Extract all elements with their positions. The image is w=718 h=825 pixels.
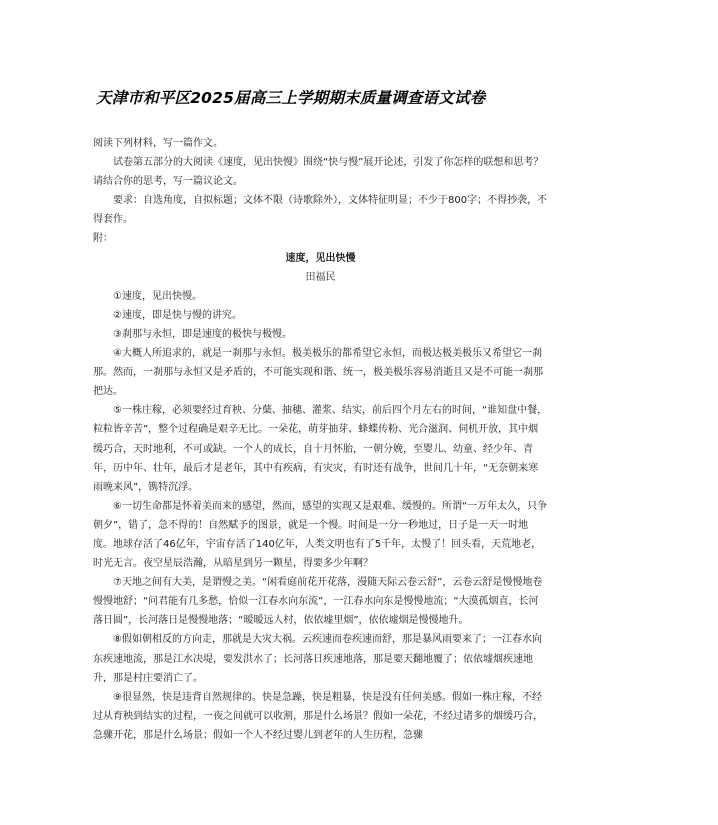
appendix-label: 附： — [93, 233, 113, 245]
article-paragraph: ⑧假如朝相反的方向走，那就是大灾大祸。云疾速而卷疾速而舒，那是暴风雨要来了；一江春水向东疾速地流，那是江水决堤，要发洪水了；长河落日疾速地落，那是要天翻地覆了；依依墟烟疾速地升，那是村庄要消亡了。 — [93, 634, 542, 684]
requirements-paragraph: 要求：自选角度，自拟标题；文体不限（诗歌除外），文体特征明显；不少于800字；不得抄袭，不得套作。 — [93, 195, 548, 226]
article-paragraph: ③刹那与永恒，即是速度的极快与极慢。 — [113, 328, 292, 340]
article-paragraph: ⑦天地之间有大美，是谓慢之美。“闲看庭前花开花落，漫随天际云卷云舒”，云卷云舒是慢慢地卷慢慢地舒；“问君能有几多愁，恰似一江春水向东流”，一江春水向东是慢慢地流；“大漠孤烟直，长河落日圆”，长河落日是慢慢地落；“暧暧远人村，依依墟里烟”，依依墟烟是慢慢地升。 — [93, 577, 543, 627]
document-title: 天津市和平区2025届高三上学期期末质量调查语文试卷 — [96, 89, 486, 107]
article-paragraph: ①速度，见出快慢。 — [113, 290, 202, 302]
article-author: 田福民 — [305, 271, 336, 283]
article-paragraph: ⑤一株庄稼，必须要经过育秧、分蘖、抽穗、灌浆、结实，前后四个月左右的时间，“谁知盘中餐，粒粒皆辛苦”，整个过程确是艰辛无比。一朵花，萌芽抽芽、蜂蝶传粉、光合滋润、伺机开放，其中烟缓巧合，天时地利，不可或缺。一个人的成长，自十月怀胎，一朝分娩，至婴儿、幼童、经少年、青年，历中年、壮年，最后才是老年，其中有疾病，有灾灾，有时还有战争，世间几十年，“无奈朝来寒雨晚来风”，镌特沉浮。 — [93, 405, 548, 493]
article-title: 速度，见出快慢 — [285, 252, 356, 264]
instruction-line: 阅读下列材料，写一篇作文。 — [93, 138, 223, 149]
article-paragraph: ⑨很显然，快是违背自然规律的。快是急躁，快是粗暴，快是没有任何美感。假如一株庄稼，不经过从育秧到结实的过程，一夜之间就可以收割，那是什么场景？假如一朵花，不经过诸多的烟缓巧合，急骤开花，那是什么场景；假如一个人不经过婴儿到老年的人生历程，急骤 — [93, 691, 543, 741]
article-paragraph: ④大概人所追求的，就是一刹那与永恒。极美极乐的都希望它永恒，而极达极美极乐又希望它一刹那。然而，一刹那与永恒又是矛盾的，不可能实现和谐、统一，极美极乐容易消逝且又是不可能一刹那把达。 — [93, 348, 543, 398]
article-paragraph: ②速度，即是快与慢的讲究。 — [113, 309, 242, 321]
document-body — [93, 134, 548, 745]
instruction-paragraph: 试卷第五部分的大阅读《速度，见出快慢》围绕“快与慢”展开论述，引发了你怎样的联想和思考？请结合你的思考，写一篇议论文。 — [93, 157, 544, 188]
article-paragraph: ⑥一切生命都是怀着美而来的感望，然而，感望的实现又是艰难、缓慢的。所谓“一万年太久，只争朝夕”，错了，急不得的！自然赋予的图景，就是一个慢。时间是一分一秒地过，日子是一天一时地度。地球存活了46亿年，宇宙存活了140亿年，人类文明也有了5千年，太慢了！回头看，天荒地老，时光无言。夜空星辰浩瀚，从暗星到另一颗星，得要多少年啊？ — [93, 500, 548, 570]
